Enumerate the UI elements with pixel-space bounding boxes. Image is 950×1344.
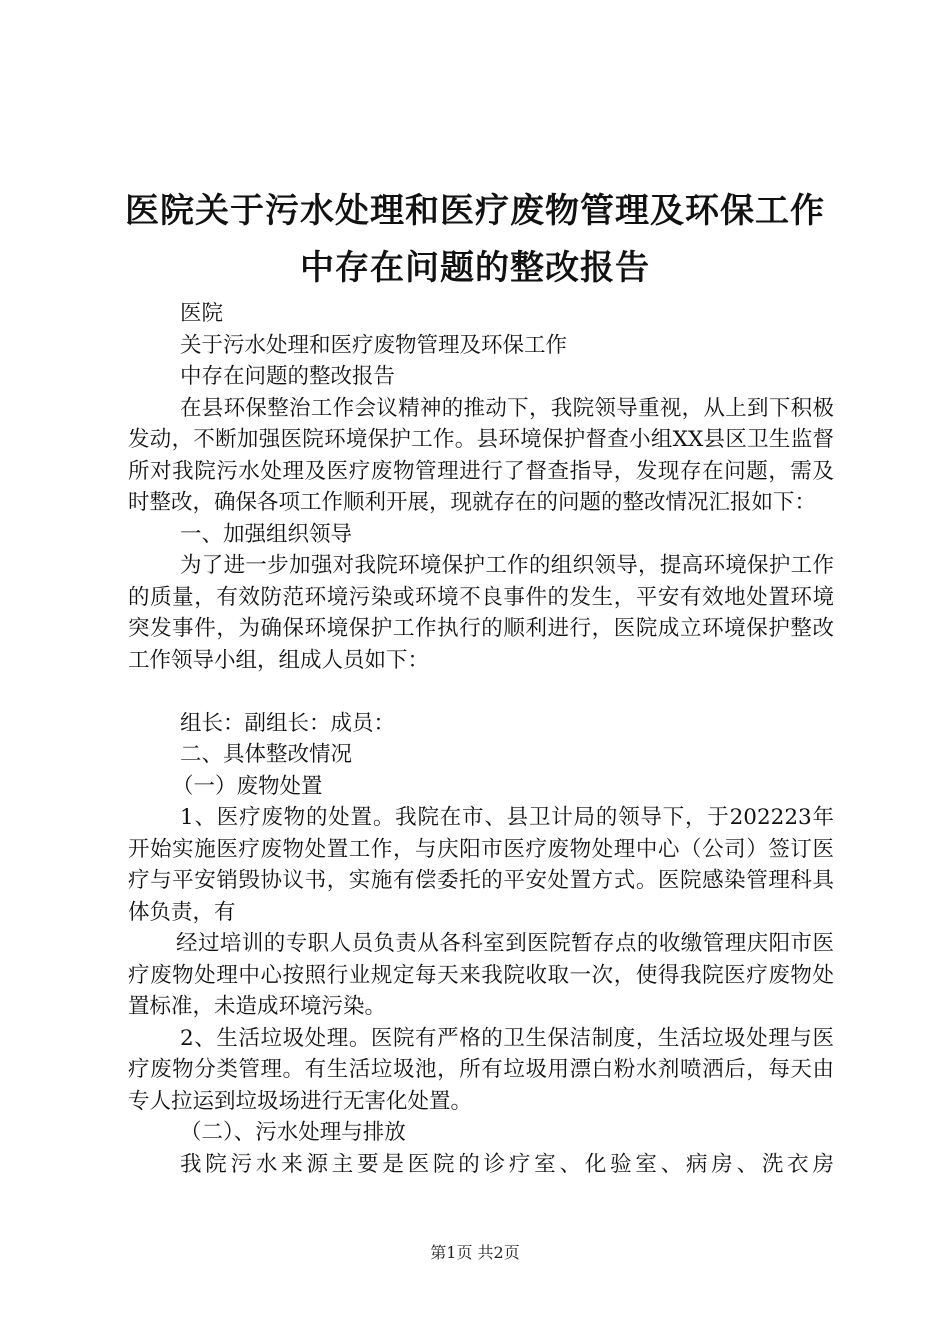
subsection-heading-1: （一）废物处置	[172, 773, 323, 799]
section-heading-2: 二、具体整改情况	[180, 742, 353, 767]
paragraph-members: 组长：副组长：成员：	[180, 710, 396, 736]
paragraph-subtitle-1: 关于污水处理和医疗废物管理及环保工作	[180, 332, 568, 358]
paragraph-subtitle-2: 中存在问题的整改报告	[180, 364, 396, 389]
document-title-line-1: 医院关于污水处理和医疗废物管理及环保工作	[125, 191, 825, 231]
paragraph-medical-waste: 1、医疗废物的处置。我院在市、县卫计局的领导下，于202223年开始实施医疗废物处置工作，与庆阳市医疗废物处理中心（公司）签订医疗与平安销毁协议书，实施有偿委托的平安处置方式。医院感染管理科具体负责，有	[128, 805, 834, 925]
blank-line	[128, 676, 834, 708]
page-footer: 第1页 共2页	[430, 1243, 520, 1262]
paragraph-hospital: 医院	[180, 301, 224, 326]
subsection-heading-2: （二）、污水处理与排放	[180, 1120, 406, 1145]
paragraph-organization: 为了进一步加强对我院环境保护工作的组织领导，提高环境保护工作的质量，有效防范环境污染或环境不良事件的发生，平安有效地处置环境突发事件，为确保环境保护工作执行的顺利进行，医院成立环境保护整改工作领导小组，组成人员如下：	[128, 553, 834, 673]
section-heading-1: 一、加强组织领导	[180, 521, 353, 547]
paragraph-domestic-garbage: 2、生活垃圾处理。医院有严格的卫生保洁制度，生活垃圾处理与医疗废物分类管理。有生活垃圾池，所有垃圾用漂白粉水剂喷洒后，每天由专人拉运到垃圾场进行无害化处置。	[128, 1025, 834, 1114]
document-title-line-2: 中存在问题的整改报告	[300, 248, 650, 288]
document-body	[128, 298, 834, 1180]
paragraph-sewage: 我院污水来源主要是医院的诊疗室、化验室、病房、洗衣房	[180, 1151, 834, 1177]
paragraph-collection: 经过培训的专职人员负责从各科室到医院暂存点的收缴管理庆阳市医疗废物处理中心按照行业规定每天来我院收取一次，使得我院医疗废物处置标准，未造成环境污染。	[128, 931, 834, 1019]
paragraph-intro: 在县环保整治工作会议精神的推动下，我院领导重视，从上到下积极发动，不断加强医院环境保护工作。县环境保护督查小组XX县区卫生监督所对我院污水处理及医疗废物管理进行了督查指导，发现存在问题，需及时整改，确保各项工作顺利开展，现就存在的问题的整改情况汇报如下：	[128, 395, 834, 515]
